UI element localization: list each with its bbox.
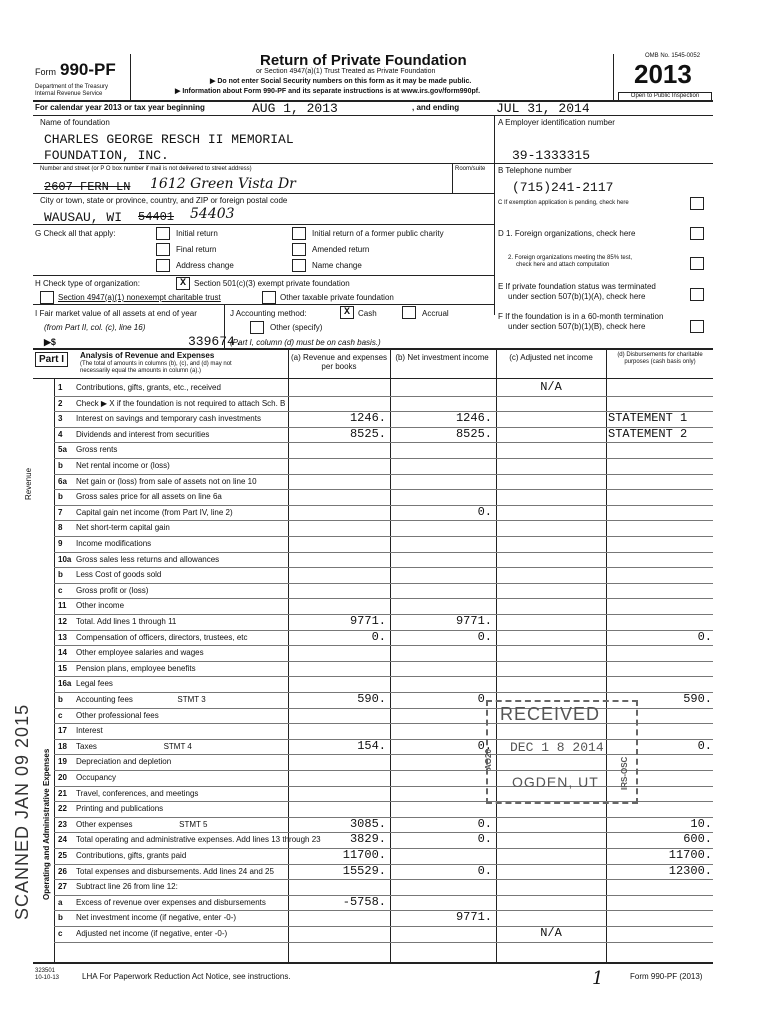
line-label: Gross sales price for all assets on line 6a <box>76 492 222 502</box>
phone-label: B Telephone number <box>498 166 572 175</box>
line-col-a[interactable]: 0. <box>371 629 386 644</box>
row-divider <box>54 676 713 677</box>
accrual-label: Accrual <box>422 309 449 318</box>
city-label: City or town, state or province, country, and ZIP or foreign postal code <box>40 196 288 205</box>
col-b-header: (b) Net investment income <box>395 353 489 362</box>
line-number: 12 <box>58 617 67 626</box>
period-begin: AUG 1, 2013 <box>252 101 338 116</box>
f2-label: under section 507(b)(1)(B), check here <box>508 322 646 331</box>
line-number: 7 <box>58 507 63 517</box>
name-change-checkbox[interactable] <box>292 259 306 272</box>
line-number: c <box>58 585 63 595</box>
line-number: 24 <box>58 835 67 845</box>
d1-label: D 1. Foreign organizations, check here <box>498 229 636 238</box>
line-label: Adjusted net income (if negative, enter -0-) <box>76 929 228 938</box>
line-label: Total operating and administrative expenses. Add lines 13 through 23 <box>76 835 321 845</box>
g-label: G Check all that apply: <box>35 229 116 238</box>
line-label: Legal fees <box>76 679 113 689</box>
final-return-checkbox[interactable] <box>156 243 170 256</box>
line-label: Compensation of officers, directors, trustees, etc <box>76 632 248 642</box>
c-label: C If exemption application is pending, check here <box>498 200 629 206</box>
g-opt-3: Address change <box>176 261 234 270</box>
amended-return-checkbox[interactable] <box>292 243 306 256</box>
line-label: Capital gain net income (from Part IV, line 2) <box>76 507 233 517</box>
g-opt-1: Initial return <box>176 229 218 238</box>
d1-checkbox[interactable] <box>690 227 704 240</box>
omb-number: OMB No. 1545-0052 <box>645 53 701 59</box>
line-label: Net gain or (loss) from sale of assets not on line 10 <box>76 476 257 486</box>
line-number: c <box>58 710 63 720</box>
line-number: 11 <box>58 601 67 611</box>
line-label: Excess of revenue over expenses and disbursements <box>76 897 266 907</box>
line-label: Total. Add lines 1 through 11 <box>76 617 177 626</box>
h-opt-2: Section 4947(a)(1) nonexempt charitable trust <box>58 293 221 302</box>
line-number: 19 <box>58 757 67 767</box>
line-col-a[interactable]: 3829. <box>349 832 386 847</box>
cash-basis-note: (Part I, column (d) must be on cash basis.) <box>230 338 381 347</box>
line-label: Net short-term capital gain <box>76 523 170 533</box>
city-value: WAUSAU, WI <box>44 210 123 225</box>
line-label: Total expenses and disbursements. Add lines 24 and 25 <box>76 866 274 876</box>
row-divider <box>54 661 713 662</box>
line-label: Taxes STMT 4 <box>76 741 192 751</box>
line-label: Other expenses STMT 5 <box>76 819 208 829</box>
line-label: Income modifications <box>76 539 152 548</box>
e1-label: E If private foundation status was terminated <box>498 282 656 291</box>
line-col-d[interactable]: STATEMENT 1 <box>608 411 688 426</box>
line-number: 15 <box>58 663 67 673</box>
row-divider <box>54 458 713 459</box>
row-divider <box>54 489 713 490</box>
other-method-label: Other (specify) <box>270 323 323 332</box>
line-col-b[interactable]: 0. <box>477 692 492 706</box>
row-divider <box>54 645 713 646</box>
line-col-a[interactable]: 11700. <box>342 848 386 862</box>
line-label: Other professional fees <box>76 710 159 720</box>
open-inspection: Open to Public Inspection <box>618 92 712 101</box>
line-number: 18 <box>58 741 67 751</box>
line-number: 6a <box>58 476 67 486</box>
initial-return-checkbox[interactable] <box>156 227 170 240</box>
received-text: RECEIVED <box>500 704 601 724</box>
g-opt-6: Name change <box>312 261 362 270</box>
line-number: b <box>58 913 63 923</box>
h-opt-1: Section 501(c)(3) exempt private foundation <box>194 279 350 288</box>
line-number: 22 <box>58 804 67 814</box>
line-number: 3 <box>58 414 63 424</box>
street-printed: 2607 FERN LN <box>44 180 131 194</box>
line-number: 9 <box>58 539 63 548</box>
line-number: 25 <box>58 851 67 860</box>
form-subtitle: or Section 4947(a)(1) Trust Treated as Private Foundation <box>256 68 436 75</box>
tax-year: 2013 <box>634 59 692 89</box>
zip-handwritten: 54403 <box>190 206 235 222</box>
line-col-d[interactable]: 0. <box>697 629 712 644</box>
street-label: Number and street (or P O box number if mail is not delivered to street address) <box>40 166 252 172</box>
line-col-d[interactable]: 11700. <box>668 848 712 862</box>
part-label: Part I <box>35 352 68 367</box>
h-501c3-checkbox[interactable]: X <box>176 277 190 290</box>
form-id: 990-PF <box>60 60 116 79</box>
form-label: Form <box>35 67 56 77</box>
cash-checkbox[interactable]: X <box>340 306 354 319</box>
line-label: Check ▶ X if the foundation is not required to attach Sch. B <box>76 398 286 408</box>
line-col-a[interactable]: -5758. <box>342 894 386 909</box>
line-col-d[interactable]: STATEMENT 2 <box>608 426 688 441</box>
room-label: Room/suite <box>455 166 486 172</box>
row-divider <box>54 926 713 927</box>
phone-value: (715)241-2117 <box>512 180 614 195</box>
f-checkbox[interactable] <box>690 320 704 333</box>
instr-2: ▶ Information about Form 990-PF and its separate instructions is at www.irs.gov/form990pf. <box>175 88 481 95</box>
line-number: 16a <box>58 679 72 689</box>
row-divider <box>54 552 713 553</box>
row-divider <box>54 520 713 521</box>
line-col-d[interactable]: 590. <box>683 692 712 706</box>
line-number: b <box>58 461 63 470</box>
d2-checkbox[interactable] <box>690 257 704 270</box>
line-col-b[interactable]: 0. <box>477 738 492 753</box>
name-label: Name of foundation <box>40 118 110 127</box>
line-col-b[interactable]: 0. <box>477 863 492 878</box>
g-opt-5: Amended return <box>312 245 370 254</box>
line-number: 14 <box>58 648 67 658</box>
other-method-checkbox[interactable] <box>250 321 264 334</box>
h-4947-checkbox[interactable] <box>40 291 54 304</box>
d2a-label: 2. Foreign organizations meeting the 85% test, <box>508 255 633 261</box>
line-col-c[interactable]: N/A <box>540 926 562 940</box>
line-label: Printing and publications <box>76 804 164 814</box>
c-checkbox[interactable] <box>690 197 704 210</box>
line-col-a[interactable]: 590. <box>357 692 386 706</box>
line-label: Interest on savings and temporary cash investments <box>76 414 261 424</box>
line-number: c <box>58 929 63 938</box>
foundation-name-1: CHARLES GEORGE RESCH II MEMORIAL <box>44 132 294 147</box>
line-number: 4 <box>58 429 63 439</box>
line-label: Less Cost of goods sold <box>76 570 162 580</box>
and-ending-label: , and ending <box>412 103 460 112</box>
line-col-d[interactable]: 12300. <box>668 863 712 878</box>
col-c-header: (c) Adjusted net income <box>509 353 593 362</box>
line-col-a[interactable]: 3085. <box>349 816 386 831</box>
row-divider <box>54 536 713 537</box>
received-date: DEC 1 8 2014 <box>510 740 604 755</box>
line-number: 27 <box>58 882 67 892</box>
ein-label: A Employer identification number <box>498 118 615 127</box>
initial-return-former-checkbox[interactable] <box>292 227 306 240</box>
expenses-side-label: Operating and Administrative Expenses <box>42 748 51 900</box>
street-handwritten: 1612 Green Vista Dr <box>150 176 296 192</box>
row-divider <box>54 598 713 599</box>
line-number: 2 <box>58 398 63 408</box>
line-label: Accounting fees STMT 3 <box>76 695 206 704</box>
row-divider <box>54 474 713 475</box>
line-col-a[interactable]: 154. <box>357 738 386 753</box>
dept-line-1: Department of the Treasury <box>35 84 109 90</box>
line-label: Dividends and interest from securities <box>76 429 210 439</box>
line-number: b <box>58 570 63 580</box>
row-divider <box>54 442 713 443</box>
line-col-b[interactable]: 8525. <box>455 426 492 441</box>
row-divider <box>54 583 713 584</box>
line-number: 8 <box>58 523 63 533</box>
line-col-a[interactable]: 9771. <box>349 614 386 628</box>
scanned-stamp: SCANNED JAN 09 2015 <box>12 703 32 920</box>
part-desc-2: necessarily equal the amounts in column (a).) <box>80 368 202 374</box>
line-number: 5a <box>58 445 67 455</box>
i-label-1: I Fair market value of all assets at end of year <box>35 309 197 318</box>
form-title: Return of Private Foundation <box>260 52 467 69</box>
col-d-header: (d) Disbursements for charitable purposes (cash basis only) <box>617 352 703 365</box>
line-col-b[interactable]: 9771. <box>455 614 492 628</box>
row-divider <box>54 396 713 397</box>
part-desc-1: (The total of amounts in columns (b), (c), and (d) may not <box>80 361 232 367</box>
line-label: Gross profit or (loss) <box>76 585 149 595</box>
line-col-b[interactable]: 0. <box>477 504 492 519</box>
instr-1: ▶ Do not enter Social Security numbers on this form as it may be made public. <box>210 78 472 85</box>
line-col-a[interactable]: 15529. <box>342 863 386 878</box>
line-label: Occupancy <box>76 773 117 782</box>
row-divider <box>54 910 713 911</box>
line-col-a[interactable]: 1246. <box>349 411 386 426</box>
i-label-2: (from Part II, col. (c), line 16) <box>44 323 146 332</box>
period-label: For calendar year 2013 or tax year beginning <box>35 103 205 112</box>
footer-code-2: 10-10-13 <box>35 975 60 981</box>
line-number: 23 <box>58 819 67 829</box>
line-label: Other employee salaries and wages <box>76 648 204 658</box>
line-number: 10a <box>58 554 72 564</box>
line-col-a[interactable]: 8525. <box>349 426 386 441</box>
row-divider <box>54 879 713 880</box>
line-col-d[interactable]: 10. <box>690 816 712 831</box>
line-col-b[interactable]: 9771. <box>455 910 492 925</box>
revenue-side-label: Revenue <box>24 467 33 500</box>
stamp-side-right: IRS-OSC <box>620 756 629 790</box>
line-label: Depreciation and depletion <box>76 757 172 767</box>
i-arrow: ▶$ <box>44 337 56 347</box>
line-label: Contributions, gifts, grants, etc., received <box>76 383 221 392</box>
line-label: Gross rents <box>76 445 118 455</box>
d2b-label: check here and attach computation <box>516 262 610 268</box>
line-number: 1 <box>58 383 63 392</box>
line-number: b <box>58 695 63 704</box>
line-number: 21 <box>58 788 67 798</box>
address-change-checkbox[interactable] <box>156 259 170 272</box>
part-title: Analysis of Revenue and Expenses <box>80 351 215 360</box>
h-opt-3: Other taxable private foundation <box>280 293 394 302</box>
received-city: OGDEN, UT <box>512 774 599 790</box>
ein-value: 39-1333315 <box>512 148 591 163</box>
line-label: Interest <box>76 726 103 736</box>
line-number: a <box>58 897 63 907</box>
line-col-d[interactable]: 600. <box>683 832 712 847</box>
stamp-side-left: AO20 <box>484 749 493 770</box>
f1-label: F If the foundation is in a 60-month termination <box>498 312 664 321</box>
g-opt-4: Initial return of a former public charity <box>312 229 444 238</box>
row-divider <box>54 567 713 568</box>
form-footer: Form 990-PF (2013) <box>630 972 703 981</box>
footer-code-1: 323501 <box>35 968 56 974</box>
cash-label: Cash <box>358 309 377 318</box>
line-label: Gross sales less returns and allowances <box>76 554 220 564</box>
line-col-b[interactable]: 0. <box>477 832 492 847</box>
line-number: 20 <box>58 773 67 782</box>
line-label: Pension plans, employee benefits <box>76 663 196 673</box>
row-divider <box>54 942 713 943</box>
row-divider <box>54 505 713 506</box>
e-checkbox[interactable] <box>690 288 704 301</box>
line-label: Subtract line 26 from line 12: <box>76 882 178 892</box>
line-label: Net rental income or (loss) <box>76 461 170 470</box>
page-number-hand: 1 <box>592 968 604 989</box>
foundation-name-2: FOUNDATION, INC. <box>44 148 169 163</box>
line-label: Net investment income (if negative, enter -0-) <box>76 913 237 923</box>
fmv-value: 339674. <box>188 334 243 349</box>
line-col-c[interactable]: N/A <box>540 380 562 394</box>
dept-line-2: Internal Revenue Service <box>35 91 103 97</box>
g-opt-2: Final return <box>176 245 217 254</box>
h-other-checkbox[interactable] <box>262 291 276 304</box>
lha-notice: LHA For Paperwork Reduction Act Notice, see instructions. <box>82 972 291 981</box>
line-col-b[interactable]: 0. <box>477 629 492 644</box>
line-label: Other income <box>76 601 125 611</box>
line-col-b[interactable]: 0. <box>477 816 492 831</box>
line-number: b <box>58 492 63 502</box>
line-number: 13 <box>58 632 67 642</box>
line-number: 17 <box>58 726 67 736</box>
j-label: J Accounting method: <box>230 309 307 318</box>
line-col-d[interactable]: 0. <box>697 738 712 753</box>
line-label: Travel, conferences, and meetings <box>76 788 199 798</box>
accrual-checkbox[interactable] <box>402 306 416 319</box>
period-end: JUL 31, 2014 <box>496 101 590 116</box>
zip-printed: 54401 <box>138 210 175 224</box>
e2-label: under section 507(b)(1)(A), check here <box>508 292 646 301</box>
line-number: 26 <box>58 866 67 876</box>
line-col-b[interactable]: 1246. <box>455 411 492 426</box>
col-a-header: (a) Revenue and expenses per books <box>290 353 388 371</box>
line-label: Contributions, gifts, grants paid <box>76 851 187 860</box>
h-label: H Check type of organization: <box>35 279 140 288</box>
